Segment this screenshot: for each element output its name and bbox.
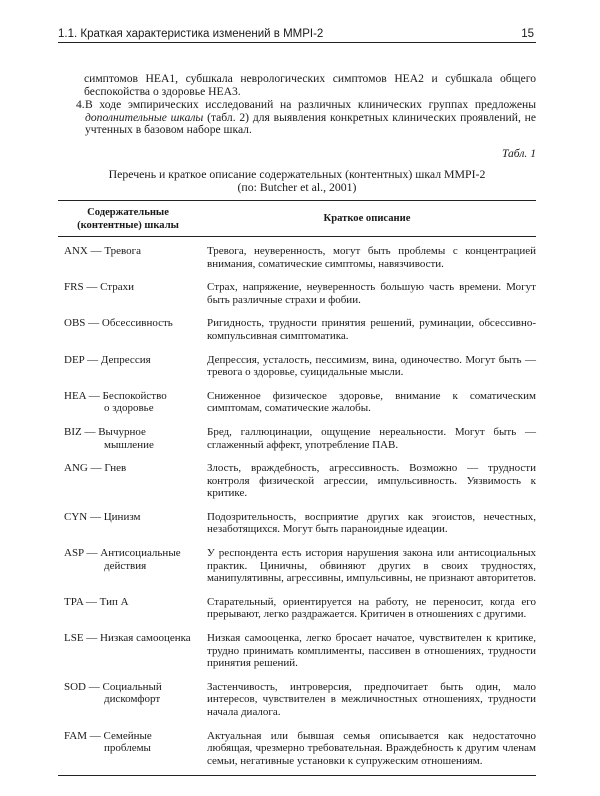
table-row [64,421,536,457]
table-header-rule [58,236,536,237]
column-header-scales [58,206,198,232]
scale-description: Ригидность, трудности принятия решений, руминации, обсессивно-компульсивная симптоматика. [207,317,536,342]
table-row [64,312,536,348]
scale-name [64,681,204,719]
scale-description: Подозрительность, восприятие других как эгоистов, нечестных, незаботящихся. Могут быть параноидные идеации. [207,510,536,536]
table-row [64,349,536,385]
table-row [64,627,536,676]
scale-label-cont: проблемы [104,742,151,755]
scale-description: Актуальная или бывшая семья описывается как недостаточно любящая, чрезмерно требовательная. Враждебность к другим членам семьи, негативные установки к супружеским отношениям. [207,729,536,767]
scale-description: Злость, враждебность, агрессивность. Возможно — трудности контроля физической агрессии, импульсивность. Уязвимость к критике. [207,462,536,500]
caption-source: (по: Butcher et al., 2001) [237,179,357,194]
scale-description: Старательный, ориентируется на работу, не переносит, когда его прерывают, легко раздражается. Критичен в отношениях с другими. [207,595,536,621]
scale-name [64,730,204,768]
table-row [64,676,536,725]
scale-label: ASP — Антисоциальные [64,547,181,560]
scale-label: FRS — Страхи [64,281,134,294]
scale-description: Тревога, неуверенность, могут быть проблемы с концентрацией внимания, соматические симптомы, навязчивости. [207,244,536,270]
scale-name [64,547,204,585]
scale-label: DEP — Депрессия [64,353,151,366]
table-caption [58,168,536,194]
scale-name [64,596,204,621]
scale-description: Депрессия, усталость, пессимизм, вина, одиночество. Могут быть — тревога о здоровье, суицидальные мысли. [207,353,536,379]
paragraph-continuation: симптомов HEA1, субшкала неврологических симптомов HEA2 и субшкала общего беспокойства о здоровье HEA3. [84,72,536,98]
scale-label: BIZ — Вычурное [64,425,146,438]
scale-description: У респондента есть история нарушения закона или антисоциальных практик. Циничны, обвиняют других в своих трудностях, манипулятивны, агрессивны, импульсивны, не признают авторитетов. [207,547,537,585]
scale-description: Страх, напряжение, неуверенность большую часть времени. Могут быть различные страхи и фобии. [207,281,536,306]
scale-name [64,462,204,500]
list-number: 4. [76,98,85,112]
table-row [64,591,536,627]
table-row [64,276,536,312]
item-emphasis: дополнительные шкалы [85,110,204,124]
scale-name [64,426,204,451]
scale-name [64,354,204,379]
table-label: Табл. 1 [501,146,536,160]
running-title: 1.1. Краткая характеристика изменений в MMPI-2 [58,28,324,40]
scale-description: Застенчивость, интроверсия, предпочитает быть один, мало интересов, чувствителен в межличностных отношениях, трудности начала диалога. [207,680,536,718]
scale-label-cont: дискомфорт [104,693,161,706]
scale-label-cont: мышление [104,438,154,451]
table-row [64,506,536,542]
running-header [58,28,536,43]
table-row [64,542,536,591]
scale-name [64,281,204,306]
scale-description: Сниженное физическое здоровье, внимание к соматическим симптомам, соматические жалобы. [207,389,536,415]
table-bottom-rule [58,775,536,776]
scale-description: Бред, галлюцинации, ощущение нереальности. Могут быть — сглаженный аффект, употребление ПАВ. [207,425,536,451]
page-number: 15 [521,28,534,40]
scale-label: SOD — Социальный [64,680,162,693]
header-line: Содержательные [87,206,169,218]
scale-name [64,632,204,670]
table-row [64,385,536,421]
scale-label: HEA — Беспокойство [64,389,167,402]
scale-label-cont: о здоровье [104,402,154,415]
scale-label: TPA — Тип А [64,595,129,608]
column-header-description: Краткое описание [323,213,411,225]
scale-label: ANX — Тревога [64,244,142,257]
caption-line: Перечень и краткое описание содержательных (контентных) шкал MMPI-2 [108,166,486,181]
item-text-end: (табл. 2) для выявления конкретных клинических проявлений, не учтенных в базовом наборе шкал. [85,110,537,137]
scale-label: OBS — Обсессивность [64,317,173,330]
scale-name [64,245,204,270]
table-row [64,725,536,774]
scale-name [64,390,204,415]
scale-label: FAM — Семейные [64,729,152,742]
scale-label: ANG — Гнев [64,462,127,475]
table-body [58,240,536,773]
list-item-4 [76,99,536,137]
scale-name [64,511,204,536]
scale-label: CYN — Цинизм [64,510,141,523]
scale-label: LSE — Низкая самооценка [64,632,191,645]
header-line: (контентные) шкалы [77,219,179,231]
table-row [64,240,536,276]
item-text: В ходе эмпирических исследований на различных клинических группах предложены [85,98,536,112]
scale-name [64,317,204,342]
scale-description: Низкая самооценка, легко бросает начатое, чувствителен к критике, трудно принимать комплименты, пассивен в отношениях, трудности принятия решений. [207,632,536,670]
table-row [64,457,536,506]
scale-label-cont: действия [104,559,147,572]
table-header [58,201,536,236]
